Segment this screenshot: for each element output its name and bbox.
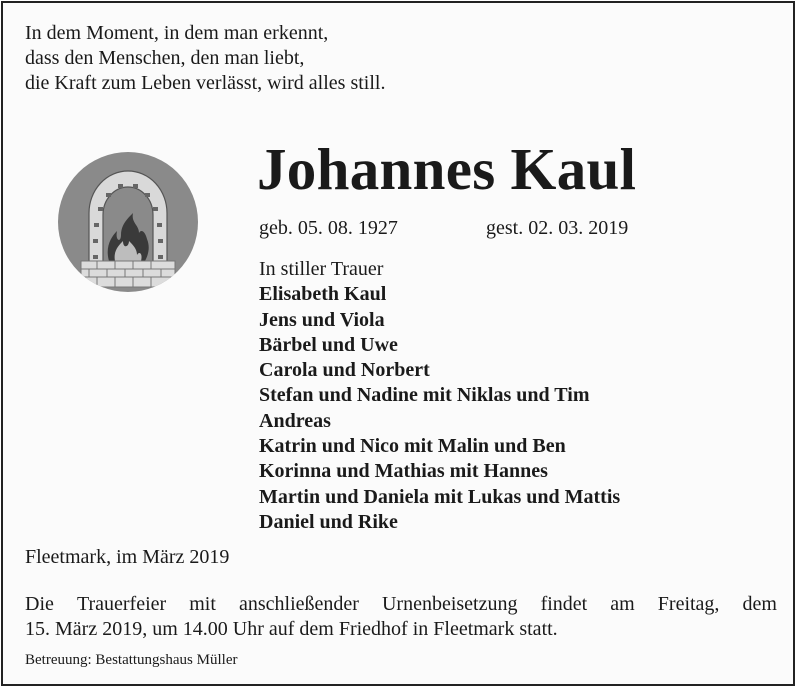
funeral-home-credit: Betreuung: Bestattungshaus Müller <box>25 652 238 668</box>
horseshoe-fire-emblem-icon <box>57 151 199 293</box>
life-dates <box>259 214 629 242</box>
funeral-word: findet <box>540 593 588 615</box>
funeral-notice <box>25 592 777 642</box>
mourner-entry: Jens und Viola <box>259 308 385 331</box>
emblem-graphic <box>57 151 199 293</box>
poem-line: die Kraft zum Leben verlässt, wird alles still. <box>25 72 386 94</box>
mourner-entry: Daniel und Rike <box>259 510 398 533</box>
mourner-entry: Carola und Norbert <box>259 359 430 382</box>
funeral-word: Die <box>25 593 54 615</box>
mourner-entry: Elisabeth Kaul <box>259 283 387 306</box>
birth-date: geb. 05. 08. 1927 <box>259 217 398 239</box>
mourner-entry: Martin und Daniela mit Lukas und Mattis <box>259 485 621 508</box>
obituary-card <box>1 1 795 686</box>
mourner-entry: Bärbel und Uwe <box>259 333 398 356</box>
funeral-word: Freitag, <box>657 593 720 615</box>
poem-line: In dem Moment, in dem man erkennt, <box>25 22 329 44</box>
funeral-word: anschließender <box>238 593 359 615</box>
funeral-word: am <box>610 593 635 615</box>
place-and-date: Fleetmark, im März 2019 <box>25 546 230 568</box>
mourners-list <box>259 257 620 535</box>
death-date: gest. 02. 03. 2019 <box>486 217 629 239</box>
deceased-name: Johannes Kaul <box>257 136 637 202</box>
memorial-poem <box>25 21 385 96</box>
mourner-entry: Korinna und Mathias mit Hannes <box>259 460 548 483</box>
mourners-intro: In stiller Trauer <box>259 258 384 280</box>
funeral-notice-line-2: 15. März 2019, um 14.00 Uhr auf dem Friedhof in Fleetmark statt. <box>25 618 558 640</box>
mourner-entry: Andreas <box>259 409 331 432</box>
mourner-entry: Katrin und Nico mit Malin und Ben <box>259 435 566 458</box>
funeral-word: Trauerfeier <box>76 593 167 615</box>
poem-line: dass den Menschen, den man liebt, <box>25 47 305 69</box>
funeral-word: dem <box>742 593 777 615</box>
funeral-word: mit <box>189 593 216 615</box>
funeral-word: Urnenbeisetzung <box>381 593 518 615</box>
funeral-notice-line-1 <box>25 592 777 617</box>
mourner-entry: Stefan und Nadine mit Niklas und Tim <box>259 384 590 407</box>
